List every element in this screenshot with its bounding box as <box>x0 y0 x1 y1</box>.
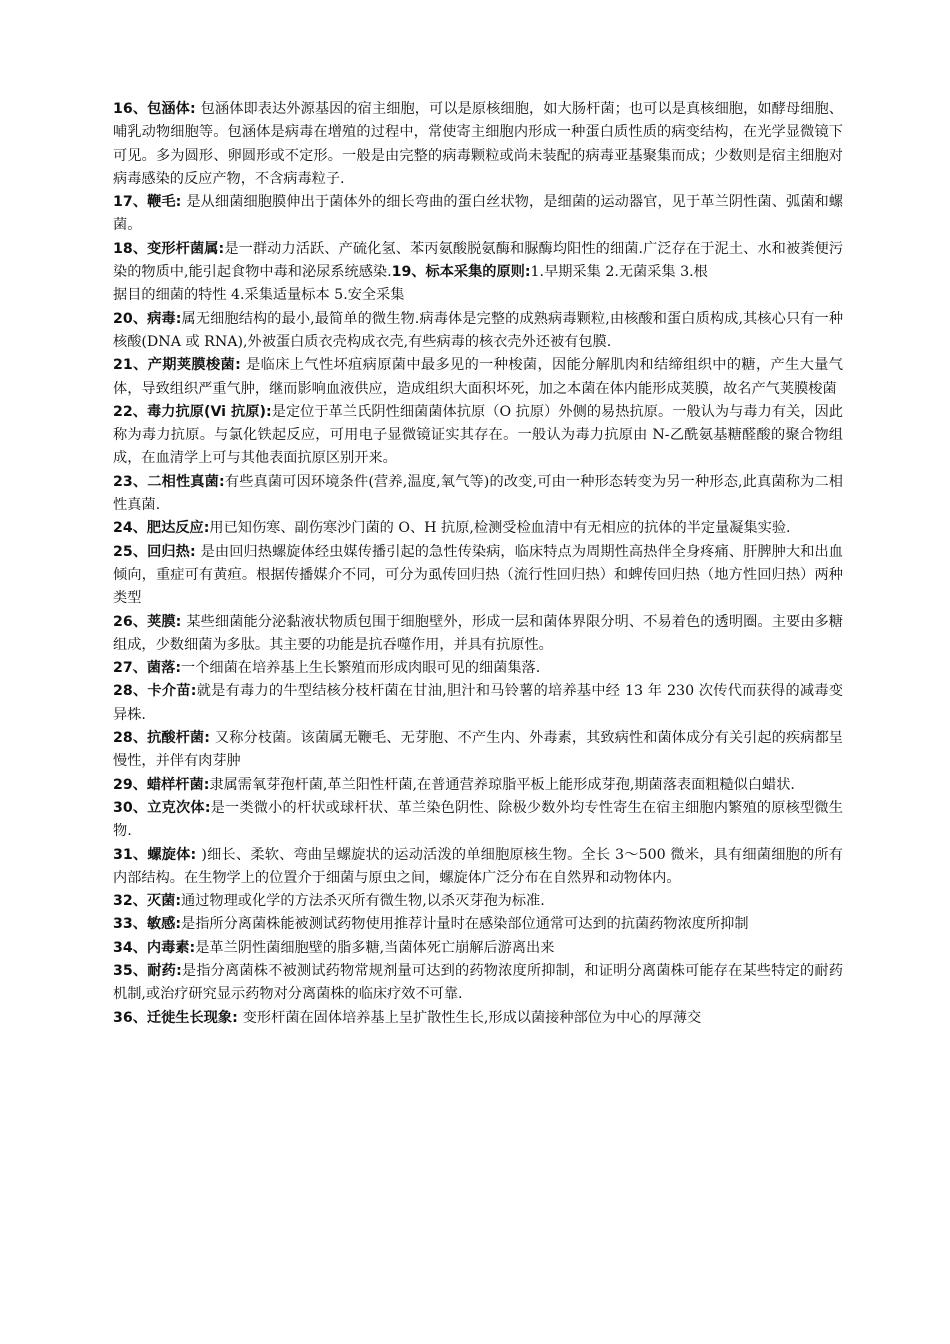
entry-28b: 28、抗酸杆菌: 又称分枝菌。该菌属无鞭毛、无芽胞、不产生内、外毒素，其致病性和菌体成分有关引起的疾病都呈慢性，并伴有肉芽肿 <box>113 730 843 770</box>
term-label: 28、卡介苗 <box>113 683 191 700</box>
entry-23: 23、二相性真菌:有些真菌可因环境条件(营养,温度,氧气等)的改变,可由一种形态转变为另一种形态,此真菌称为二相性真菌. <box>113 473 843 514</box>
definition-text: 又称分枝菌。该菌属无鞭毛、无芽胞、不产生内、外毒素，其致病性和菌体成分有关引起的疾病都呈慢性，并伴有肉芽肿 <box>113 730 843 770</box>
entry-20: 20、病毒:属无细胞结构的最小,最简单的微生物.病毒体是完整的成熟病毒颗粒,由核酸和蛋白质构成,其核心只有一种核酸(DNA 或 RNA),外被蛋白质衣壳构成衣壳,有些病毒的核衣壳外还被有包膜. <box>113 310 844 350</box>
definition-text: 是由回归热螺旋体经虫媒传播引起的急性传染病，临床特点为周期性高热伴全身疼痛、肝脾肿大和出血倾向，重症可有黄疸。根据传播媒介不同，可分为虱传回归热（流行性回归热）和蜱传回归热（地方性回归热）两种类型 <box>113 543 843 607</box>
entry-35: 35、耐药:是指分离菌株不被测试药物常规剂量可达到的药物浓度所抑制，和证明分离菌株可能存在某些特定的耐药机制,或治疗研究显示药物对分离菌株的临床疗效不可靠. <box>113 962 843 1003</box>
definition-text: 就是有毒力的牛型结核分枝杆菌在甘油,胆汁和马铃薯的培养基中经 13 年 230 次传代而获得的减毒变异株. <box>113 683 844 723</box>
definition-text: 一个细菌在培养基上生长繁殖而形成肉眼可见的细菌集落. <box>181 660 541 677</box>
definition-text: 1.早期采集 2.无菌采集 3.根 <box>530 264 708 281</box>
entry-24: 24、肥达反应:用已知伤寒、副伤寒沙门菌的 O、H 抗原,检测受检血清中有无相应的抗体的半定量凝集实验. <box>113 520 791 537</box>
term-label: 16、包涵体 <box>113 101 190 117</box>
definition-text: 是临床上气性坏疽病原菌中最多见的一种梭菌，因能分解肌肉和结缔组织中的糖，产生大量气体，导致组织严重气肿，继而影响血液供应，造成组织大面积坏死，加之本菌在体内能形成荚膜，故名产气荚膜梭菌 <box>113 357 843 397</box>
term-label: 28、抗酸杆菌 <box>113 730 205 747</box>
definition-text: 隶属需氧芽孢杆菌,革兰阳性杆菌,在普通营养琼脂平板上能形成芽孢,期菌落表面粗糙似白蜡状. <box>209 776 795 793</box>
entry-27: 27、菌落:一个细菌在培养基上生长繁殖而形成肉眼可见的细菌集落. <box>113 660 541 677</box>
definition-text: 变形杆菌在固体培养基上呈扩散性生长,形成以菌接种部位为中心的厚薄交 <box>242 1009 702 1026</box>
definition-text: )细长、柔软、弯曲呈螺旋状的运动活泼的单细胞原核生物。全长 3～500 微米，具有细菌细胞的所有内部结构。在生物学上的位置介于细菌与原虫之间，螺旋体广泛分布在自然界和动物体内。 <box>113 846 843 886</box>
entry-33: 33、敏感:是指所分离菌株能被测试药物使用推荐计量时在感染部位通常可达到的抗菌药物浓度所抑制 <box>113 916 749 933</box>
term-label: 22、毒力抗原(Vi 抗原) <box>113 403 266 420</box>
entry-32: 32、灭菌:通过物理或化学的方法杀灭所有微生物,以杀灭芽孢为标准. <box>113 893 545 910</box>
term-label: 36、迁徙生长现象 <box>113 1009 233 1026</box>
entry-18-19: 18、变形杆菌属:是一群动力活跃、产硫化氢、苯丙氨酸脱氨酶和脲酶均阳性的细菌.广泛存在于泥土、水和被粪便污染的物质中,能引起食物中毒和泌尿系统感染.19、标本采集的原则:1.早期采集 2.无菌采集 3.根 <box>113 240 844 281</box>
term-label: 30、立克次体 <box>113 799 205 816</box>
definition-text: 包涵体即表达外源基因的宿主细胞，可以是原核细胞，如大肠杆菌；也可以是真核细胞，如酵母细胞、哺乳动物细胞等。包涵体是病毒在增殖的过程中，常使寄主细胞内形成一种蛋白质性质的病变结构，在光学显微镜下可见。多为圆形、卵圆形或不定形。一般是由完整的病毒颗粒或尚未装配的病毒亚基聚集而成；少数则是宿主细胞对病毒感染的反应产物，不含病毒粒子. <box>113 101 843 187</box>
entry-26: 26、荚膜: 某些细菌能分泌黏液状物质包围于细胞壁外，形成一层和菌体界限分明、不易着色的透明圈。主要由多糖组成，少数细菌为多肽。其主要的功能是抗吞噬作用，并具有抗原性。 <box>113 613 843 653</box>
document-page <box>113 98 843 1030</box>
definition-text: 某些细菌能分泌黏液状物质包围于细胞壁外，形成一层和菌体界限分明、不易着色的透明圈。主要由多糖组成，少数细菌为多肽。其主要的功能是抗吞噬作用，并具有抗原性。 <box>113 613 843 653</box>
definition-text: 是定位于革兰氏阴性细菌菌体抗原（O 抗原）外侧的易热抗原。一般认为与毒力有关，因此称为毒力抗原。与氯化铁起反应，可用电子显微镜证实其存在。一般认为毒力抗原由 N-乙酰氨基糖醛酸的聚合物组成，在血清学上可与其他表面抗原区别开来。 <box>113 403 843 467</box>
definition-text: 是指所分离菌株能被测试药物使用推荐计量时在感染部位通常可达到的抗菌药物浓度所抑制 <box>181 916 749 933</box>
definition-text: 用已知伤寒、副伤寒沙门菌的 O、H 抗原,检测受检血清中有无相应的抗体的半定量凝集实验. <box>209 520 791 537</box>
term-label: 31、螺旋体 <box>113 846 191 863</box>
term-label: 23、二相性真菌 <box>113 473 219 490</box>
definition-text: 有些真菌可因环境条件(营养,温度,氧气等)的改变,可由一种形态转变为另一种形态,此真菌称为二相性真菌. <box>113 473 843 514</box>
definition-text: 是一类微小的杆状或球杆状、革兰染色阴性、除极少数外均专性寄生在宿主细胞内繁殖的原核型微生物. <box>113 799 843 840</box>
entry-29: 29、蜡样杆菌:隶属需氧芽孢杆菌,革兰阳性杆菌,在普通营养琼脂平板上能形成芽孢,期菌落表面粗糙似白蜡状. <box>113 776 795 793</box>
entry-25: 25、回归热: 是由回归热螺旋体经虫媒传播引起的急性传染病，临床特点为周期性高热伴全身疼痛、肝脾肿大和出血倾向，重症可有黄疸。根据传播媒介不同，可分为虱传回归热（流行性回归热）和蜱传回归热（地方性回归热）两种类型 <box>113 543 843 607</box>
entry-19-continued <box>113 284 843 307</box>
term-label: 20、病毒 <box>113 310 176 327</box>
term-label: 24、肥达反应 <box>113 520 204 537</box>
term-label: 35、耐药 <box>113 962 177 979</box>
entry-21: 21、产期荚膜梭菌: 是临床上气性坏疽病原菌中最多见的一种梭菌，因能分解肌肉和结缔组织中的糖，产生大量气体，导致组织严重气肿，继而影响血液供应，造成组织大面积坏死，加之本菌在体内能形成荚膜，故名产气荚膜梭菌 <box>113 357 843 397</box>
definition-text: 通过物理或化学的方法杀灭所有微生物,以杀灭芽孢为标准. <box>181 893 545 910</box>
entry-34: 34、内毒素:是革兰阴性菌细胞壁的脂多糖,当菌体死亡崩解后游离出来 <box>113 939 555 956</box>
definition-text: 属无细胞结构的最小,最简单的微生物.病毒体是完整的成熟病毒颗粒,由核酸和蛋白质构成,其核心只有一种核酸(DNA 或 RNA),外被蛋白质衣壳构成衣壳,有些病毒的核衣壳外还被有包膜. <box>113 310 844 350</box>
term-label: 21、产期荚膜梭菌 <box>113 357 236 374</box>
term-label: 34、内毒素 <box>113 939 190 956</box>
entry-28a: 28、卡介苗:就是有毒力的牛型结核分枝杆菌在甘油,胆汁和马铃薯的培养基中经 13 年 230 次传代而获得的减毒变异株. <box>113 683 844 723</box>
term-label: 27、菌落 <box>113 660 176 677</box>
term-label: 26、荚膜 <box>113 613 176 630</box>
definition-text: 据目的细菌的特性 4.采集适量标本 5.安全采集 <box>113 287 405 304</box>
term-label: 33、敏感 <box>113 916 176 933</box>
term-label: 17、鞭毛 <box>113 194 176 211</box>
term-label: 29、蜡样杆菌 <box>113 776 204 793</box>
term-label: 19、标本采集的原则 <box>391 264 525 281</box>
definition-text: 是从细菌细胞膜伸出于菌体外的细长弯曲的蛋白丝状物，是细菌的运动器官，见于革兰阴性菌、弧菌和螺菌。 <box>113 194 843 234</box>
term-label: 32、灭菌 <box>113 893 176 910</box>
term-label: 18、变形杆菌属 <box>113 240 219 257</box>
entry-30: 30、立克次体:是一类微小的杆状或球杆状、革兰染色阴性、除极少数外均专性寄生在宿主细胞内繁殖的原核型微生物. <box>113 799 843 840</box>
definition-text: 是革兰阴性菌细胞壁的脂多糖,当菌体死亡崩解后游离出来 <box>195 939 555 956</box>
term-label: 25、回归热 <box>113 543 190 560</box>
entry-17: 17、鞭毛: 是从细菌细胞膜伸出于菌体外的细长弯曲的蛋白丝状物，是细菌的运动器官，见于革兰阴性菌、弧菌和螺菌。 <box>113 194 843 234</box>
entry-22: 22、毒力抗原(Vi 抗原):是定位于革兰氏阴性细菌菌体抗原（O 抗原）外侧的易热抗原。一般认为与毒力有关，因此称为毒力抗原。与氯化铁起反应，可用电子显微镜证实其存在。一般认为毒力抗原由 N-乙酰氨基糖醛酸的聚合物组成，在血清学上可与其他表面抗原区别开来。 <box>113 403 843 467</box>
entry-31: 31、螺旋体: )细长、柔软、弯曲呈螺旋状的运动活泼的单细胞原核生物。全长 3～500 微米，具有细菌细胞的所有内部结构。在生物学上的位置介于细菌与原虫之间，螺旋体广泛分布在自然界和动物体内。 <box>113 846 843 886</box>
definition-text: 是一群动力活跃、产硫化氢、苯丙氨酸脱氨酶和脲酶均阳性的细菌.广泛存在于泥土、水和被粪便污染的物质中,能引起食物中毒和泌尿系统感染. <box>113 240 844 281</box>
entry-36: 36、迁徙生长现象: 变形杆菌在固体培养基上呈扩散性生长,形成以菌接种部位为中心的厚薄交 <box>113 1009 702 1026</box>
definition-text: 是指分离菌株不被测试药物常规剂量可达到的药物浓度所抑制，和证明分离菌株可能存在某些特定的耐药机制,或治疗研究显示药物对分离菌株的临床疗效不可靠. <box>113 962 843 1003</box>
entry-16: 16、包涵体: 包涵体即表达外源基因的宿主细胞，可以是原核细胞，如大肠杆菌；也可以是真核细胞，如酵母细胞、哺乳动物细胞等。包涵体是病毒在增殖的过程中，常使寄主细胞内形成一种蛋白质性质的病变结构，在光学显微镜下可见。多为圆形、卵圆形或不定形。一般是由完整的病毒颗粒或尚未装配的病毒亚基聚集而成；少数则是宿主细胞对病毒感染的反应产物，不含病毒粒子. <box>113 101 843 187</box>
